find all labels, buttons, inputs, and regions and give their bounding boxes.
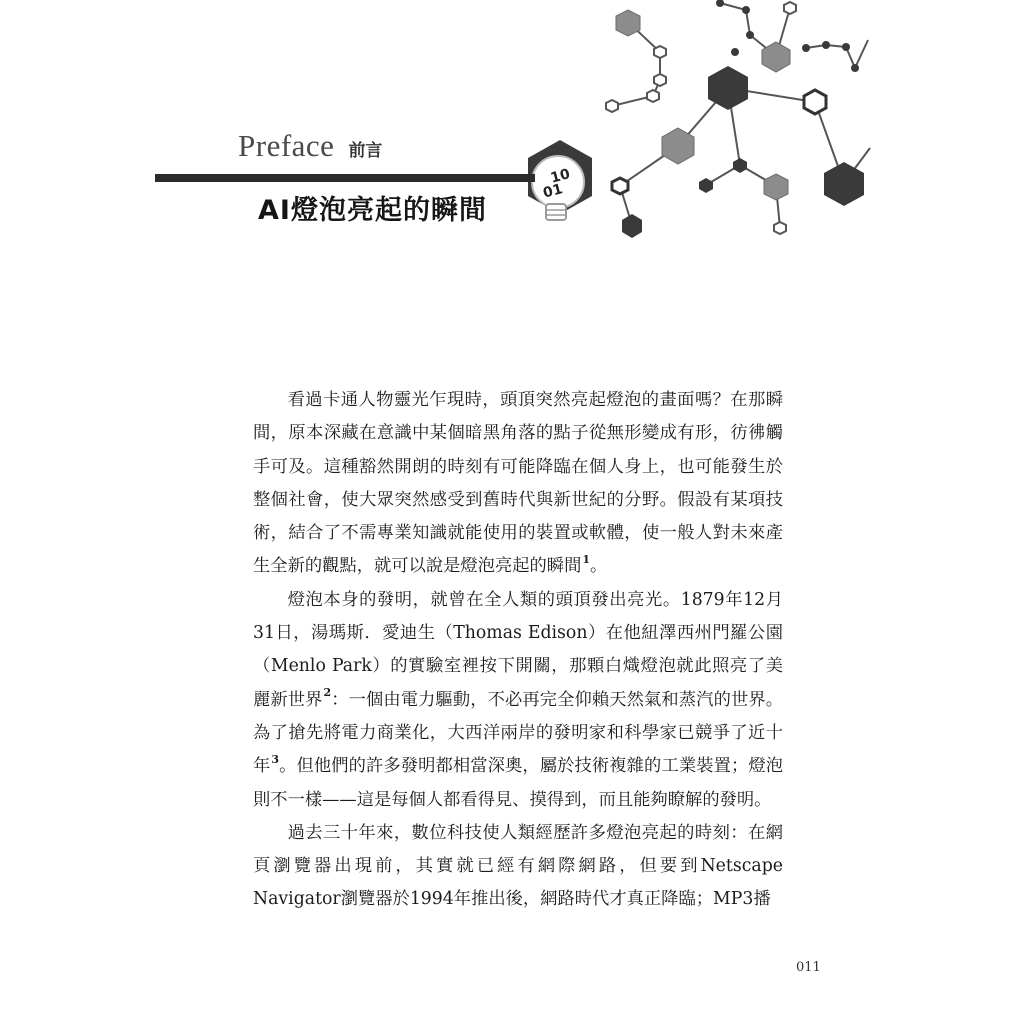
paragraph-2 [253,584,783,817]
paragraph-2-text-a: 燈泡本身的發明，就曾在全人類的頭頂發出亮光。1879年12月31日，湯瑪斯．愛迪生（Thomas Edison）在他紐澤西州門羅公園（Menlo Park）的實驗室裡按下開關，那顆白熾燈泡就此照亮了美麗新世界 [253,589,783,710]
page-number: 011 [796,960,821,975]
paragraph-2-text-b: ：一個由電力驅動，不必再完全仰賴天然氣和蒸汽的世界。為了搶先將電力商業化，大西洋兩岸的發明家和科學家已競爭了近十年 [253,689,783,777]
preface-heading [238,128,382,164]
title-divider-bar [155,174,535,182]
paragraph-1-end: 。 [590,556,608,577]
footnote-ref-3: 3 [271,752,280,766]
preface-label-en: Preface [238,128,335,163]
chapter-title: AI燈泡亮起的瞬間 [258,195,487,226]
paragraph-1-text: 看過卡通人物靈光乍現時，頭頂突然亮起燈泡的畫面嗎？在那瞬間，原本深藏在意識中某個暗黑角落的點子從無形變成有形，彷彿觸手可及。這種豁然開朗的時刻有可能降臨在個人身上，也可能發生於整個社會，使大眾突然感受到舊時代與新世紀的分野。假設有某項技術，結合了不需專業知識就能使用的裝置或軟體，使一般人對未來產生全新的觀點，就可以說是燈泡亮起的瞬間 [253,390,783,577]
footnote-ref-2: 2 [323,685,332,699]
icon-digits-top: 10 [548,166,572,187]
preface-label-zh: 前言 [348,141,383,160]
paragraph-1 [253,384,783,584]
paragraph-3-text: 過去三十年來，數位科技使人類經歷許多燈泡亮起的時刻：在網頁瀏覽器出現前，其實就已經有網際網路，但要到Netscape Navigator瀏覽器於1994年推出後，網路時代才真正降臨；MP3播 [253,822,783,910]
body-text [253,384,783,917]
footnote-ref-1: 1 [582,552,591,566]
lightbulb-icon [518,138,598,234]
icon-digits-bottom: 01 [541,181,565,202]
paragraph-2-text-c: 。但他們的許多發明都相當深奧，屬於技術複雜的工業裝置；燈泡則不一樣——這是每個人都看得見、摸得到，而且能夠瞭解的發明。 [253,756,783,810]
paragraph-3 [253,817,783,917]
